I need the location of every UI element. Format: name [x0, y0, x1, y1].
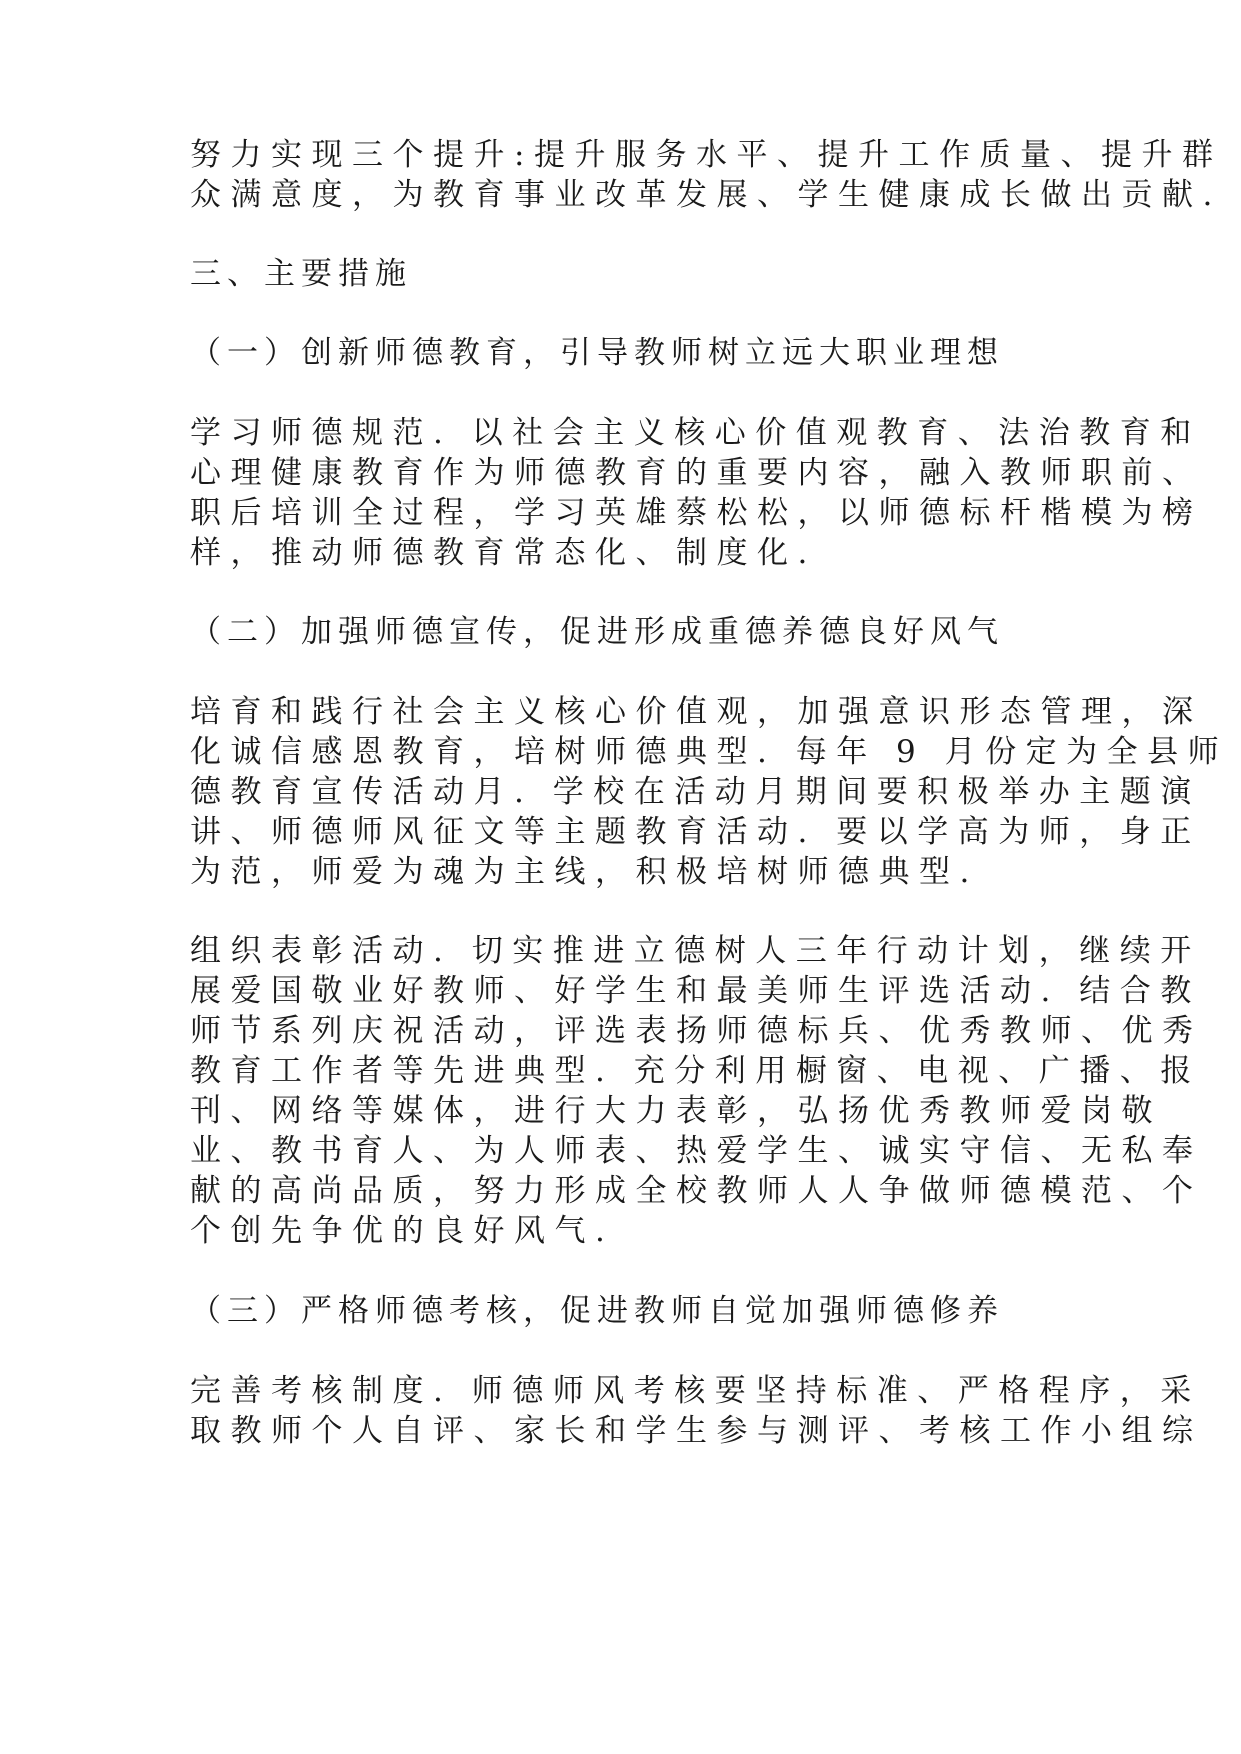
paragraph-line: 职后培训全过程，学习英雄蔡松松，以师德标杆楷模为榜 — [190, 495, 1203, 531]
paragraph-line: 学习师德规范. 以社会主义核心价值观教育、法治教育和 — [190, 415, 1201, 451]
paragraph-line: 取教师个人自评、家长和学生参与测评、考核工作小组综 — [190, 1413, 1203, 1449]
paragraph-line: 师节系列庆祝活动，评选表扬师德标兵、优秀教师、优秀 — [190, 1013, 1203, 1049]
paragraph-line: 业、教书育人、为人师表、热爱学生、诚实守信、无私奉 — [190, 1133, 1203, 1169]
paragraph-line: 讲、师德师风征文等主题教育活动. 要以学高为师，身正 — [190, 814, 1201, 850]
paragraph-line: 培育和践行社会主义核心价值观，加强意识形态管理，深 — [190, 694, 1203, 730]
paragraph-line: 献的高尚品质，努力形成全校教师人人争做师德模范、个 — [190, 1173, 1203, 1209]
paragraph-line: 德教育宣传活动月. 学校在活动月期间要积极举办主题演 — [190, 774, 1201, 810]
paragraph-line: 努力实现三个提升:提升服务水平、提升工作质量、提升群 — [190, 137, 1223, 173]
paragraph-line: 教育工作者等先进典型. 充分利用橱窗、电视、广播、报 — [190, 1053, 1201, 1089]
paragraph-line: 组织表彰活动. 切实推进立德树人三年行动计划，继续开 — [190, 933, 1201, 969]
paragraph-line: 展爱国敬业好教师、好学生和最美师生评选活动. 结合教 — [190, 973, 1201, 1009]
paragraph-line: 众满意度，为教育事业改革发展、学生健康成长做出贡献. — [190, 177, 1222, 213]
paragraph-line: 个创先争优的良好风气. — [190, 1213, 615, 1249]
paragraph-line: 样，推动师德教育常态化、制度化. — [190, 535, 817, 571]
subsection-heading: （三）严格师德考核，促进教师自觉加强师德修养 — [190, 1293, 1004, 1329]
paragraph-line: 心理健康教育作为师德教育的重要内容，融入教师职前、 — [190, 455, 1203, 491]
paragraph-line: 完善考核制度. 师德师风考核要坚持标准、严格程序，采 — [190, 1373, 1201, 1409]
paragraph-line: 刊、网络等媒体，进行大力表彰，弘扬优秀教师爱岗敬 — [190, 1093, 1162, 1129]
subsection-heading: （一）创新师德教育，引导教师树立远大职业理想 — [190, 335, 1004, 371]
paragraph-line: 化诚信感恩教育，培树师德典型. 每年 9 月份定为全县师 — [190, 734, 1229, 770]
section-heading: 三、主要措施 — [190, 256, 412, 292]
subsection-heading: （二）加强师德宣传，促进形成重德养德良好风气 — [190, 614, 1004, 650]
paragraph-line: 为范，师爱为魂为主线，积极培树师德典型. — [190, 854, 979, 890]
